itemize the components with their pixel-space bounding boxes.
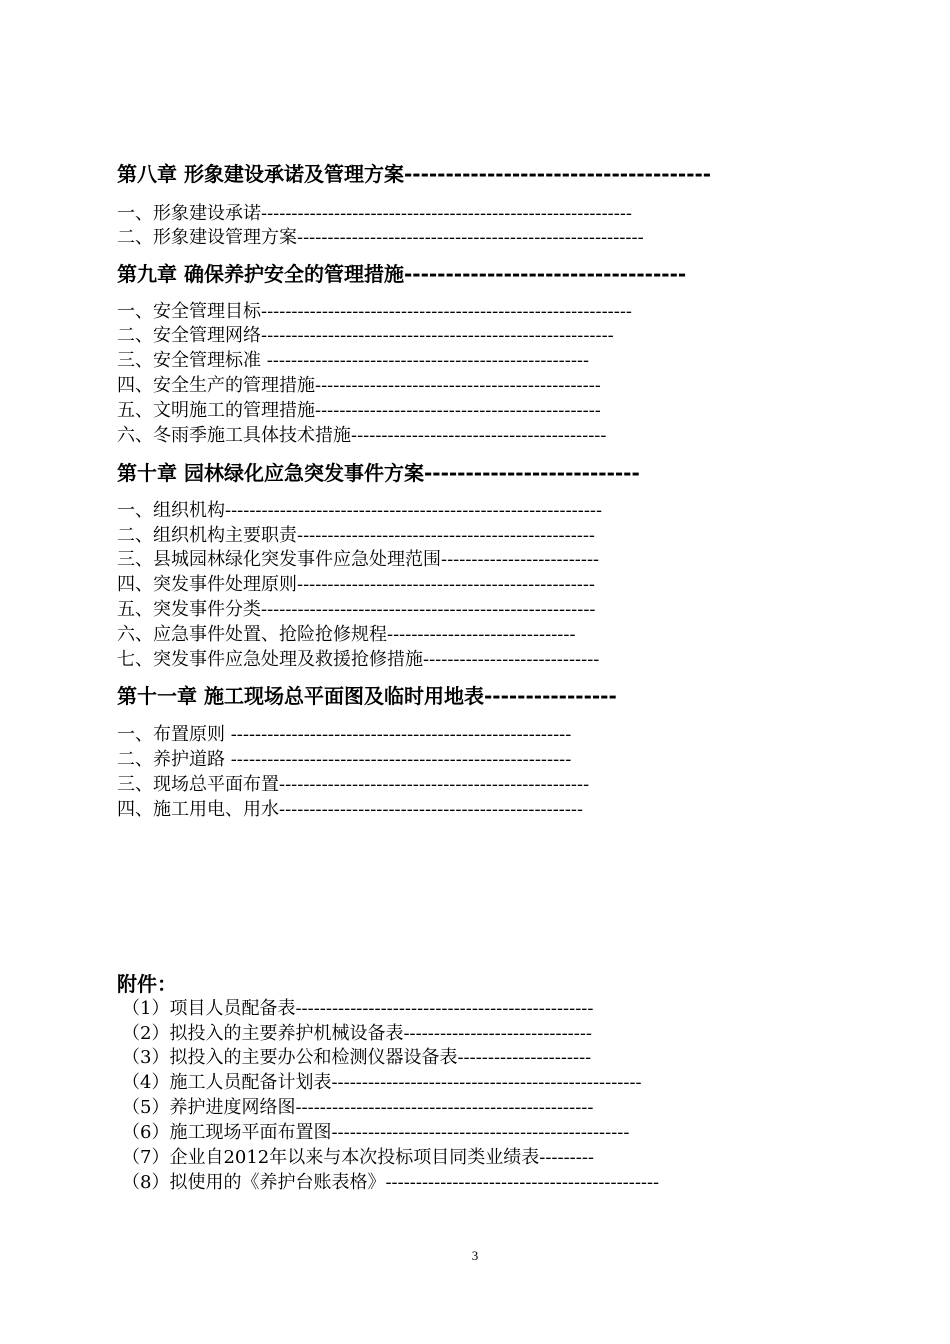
toc-item: 一、安全管理目标-------------------------------------------------------------: [117, 301, 633, 322]
attachment-item: （6）施工现场平面布置图-------------------------------------------------: [122, 1122, 630, 1143]
toc-item: 三、县城园林绿化突发事件应急处理范围--------------------------: [117, 549, 600, 570]
toc-item: 二、组织机构主要职责-------------------------------------------------: [117, 525, 596, 546]
attachment-item: （1）项目人员配备表-------------------------------------------------: [122, 998, 594, 1019]
toc-item: 一、形象建设承诺-------------------------------------------------------------: [117, 203, 633, 224]
page-number: 3: [471, 1248, 479, 1263]
toc-item: 三、安全管理标准 -----------------------------------------------------: [117, 350, 590, 371]
toc-item: 二、安全管理网络----------------------------------------------------------: [117, 325, 614, 346]
chapter-8-heading: 第八章 形象建设承诺及管理方案-------------------------------------: [117, 162, 712, 186]
attachment-item: （4）施工人员配备计划表---------------------------------------------------: [122, 1072, 642, 1093]
toc-item: 二、养护道路 --------------------------------------------------------: [117, 749, 572, 770]
toc-item: 二、形象建设管理方案---------------------------------------------------------: [117, 227, 644, 248]
toc-item: 三、现场总平面布置---------------------------------------------------: [117, 774, 590, 795]
attachment-item: （3）拟投入的主要办公和检测仪器设备表----------------------: [122, 1047, 592, 1068]
toc-item: 六、应急事件处置、抢险抢修规程-------------------------------: [117, 624, 576, 645]
toc-item: 一、布置原则 --------------------------------------------------------: [117, 724, 572, 745]
attachment-item: （5）养护进度网络图-------------------------------------------------: [122, 1097, 594, 1118]
attachment-item: （8）拟使用的《养护台账表格》---------------------------------------------: [122, 1172, 660, 1193]
toc-item: 四、安全生产的管理措施-----------------------------------------------: [117, 375, 601, 396]
attachment-item: （2）拟投入的主要养护机械设备表-------------------------------: [122, 1023, 592, 1044]
chapter-11-heading: 第十一章 施工现场总平面图及临时用地表----------------: [117, 684, 617, 708]
toc-item: 一、组织机构--------------------------------------------------------------: [117, 500, 603, 521]
attachments-heading: 附件：: [117, 972, 177, 996]
toc-item: 五、文明施工的管理措施-----------------------------------------------: [117, 400, 601, 421]
attachment-item: （7）企业自2012年以来与本次投标项目同类业绩表---------: [122, 1147, 594, 1168]
chapter-10-heading: 第十章 园林绿化应急突发事件方案--------------------------: [117, 461, 640, 485]
toc-item: 五、突发事件分类-------------------------------------------------------: [117, 599, 596, 620]
toc-item: 四、施工用电、用水--------------------------------------------------: [117, 799, 584, 820]
chapter-9-heading: 第九章 确保养护安全的管理措施----------------------------------: [117, 262, 687, 286]
toc-item: 六、冬雨季施工具体技术措施------------------------------------------: [117, 425, 607, 446]
toc-item: 七、突发事件应急处理及救援抢修措施-----------------------------: [117, 649, 600, 670]
toc-item: 四、突发事件处理原则-------------------------------------------------: [117, 574, 596, 595]
